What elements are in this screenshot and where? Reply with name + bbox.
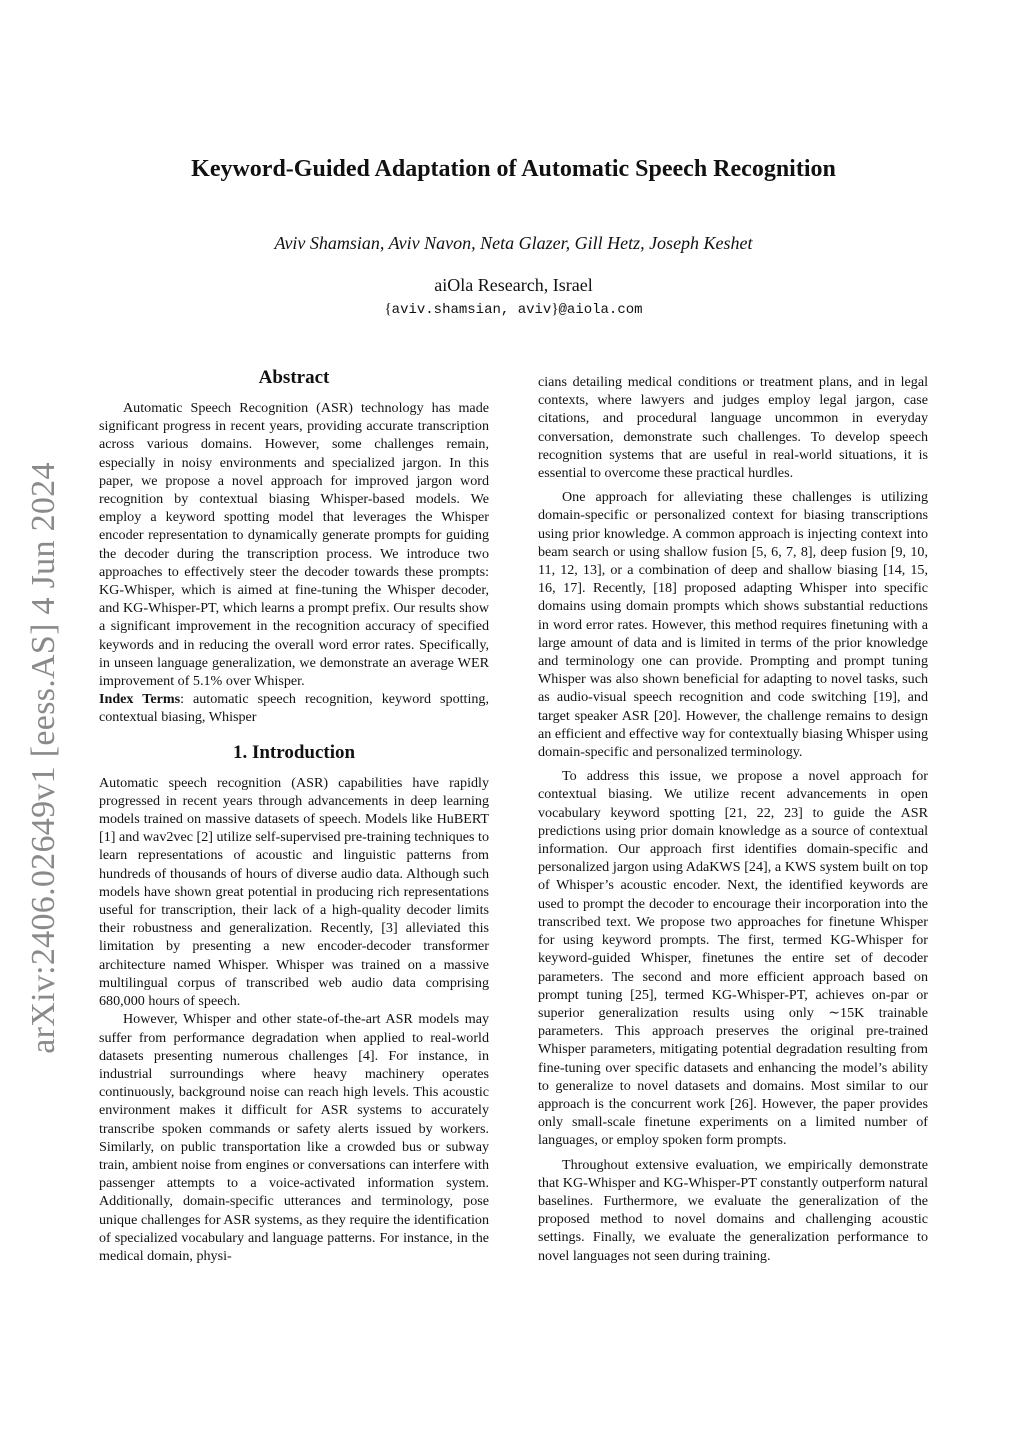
intro-paragraph-5: Throughout extensive evaluation, we empirically demonstrate that KG-Whisper and KG-Whisper-PT constantly outperform natural baselines. Furthermore, we evaluate the generalization of the proposed method to novel domains and challenging acoustic settings. Finally, we evaluate the generalization performance to novel languages not seen during training. — [538, 1156, 928, 1264]
left-column — [99, 366, 489, 1265]
intro-paragraph-4: To address this issue, we propose a novel approach for contextual biasing. We utilize recent advancements in open vocabulary keyword spotting [21, 22, 23] to guide the ASR predictions using prior domain knowledge as a source of contextual information. Our approach first identifies domain-specific and personalized jargon using AdaKWS [24], a KWS system built on top of Whisper’s acoustic encoder. Next, the identified keywords are used to prompt the decoder to encourage their incorporation into the transcribed text. We propose two approaches for finetune Whisper for using keyword prompts. The first, termed KG-Whisper for keyword-guided Whisper, finetunes the entire set of decoder parameters. The second and more efficient approach based on prompt tuning [25], termed KG-Whisper-PT, achieves on-par or superior generalization results using only ∼15K trainable parameters. This approach preserves the original pre-trained Whisper parameters, mitigating potential degradation resulting from fine-tuning over specific datasets and enhancing the model’s ability to generalize to novel datasets and domains. Most similar to our approach is the concurrent work [26]. However, the paper provides only small-scale finetune experiments on a limited number of languages, or employ spoken form prompts. — [538, 768, 928, 1149]
intro-paragraph-1: Automatic speech recognition (ASR) capabilities have rapidly progressed in recent years through advancements in deep learning models trained on massive datasets of speech. Models like HuBERT [1] and wav2vec [2] utilize self-supervised pre-training techniques to learn representations of acoustic and linguistic patterns from hundreds of thousands of hours of diverse audio data. Although such models have shown great potential in producing rich representations useful for transcription, their lack of a high-quality decoder limits their robustness and generalization. Recently, [3] alleviated this limitation by presenting a new encoder-decoder transformer architecture named Whisper. Whisper was trained on a massive multilingual corpus of transcribed web audio data comprising 680,000 hours of speech. — [99, 774, 489, 1010]
email-domain: @aiola.com — [558, 302, 643, 318]
arxiv-identifier-stamp: arXiv:2406.02649v1 [eess.AS] 4 Jun 2024 — [25, 462, 62, 1054]
email-addresses: aviv.shamsian, aviv — [391, 302, 552, 318]
intro-paragraph-2-part-2: cians detailing medical conditions or treatment plans, and in legal contexts, where lawyers and judges employ legal jargon, case citations, and procedural language uncommon in everyday conversation, demonstrate such challenges. To develop speech recognition systems that are useful in real-world situations, it is essential to overcome these practical hurdles. — [538, 374, 928, 482]
affiliation: aiOla Research, Israel — [434, 275, 593, 295]
author-list: Aviv Shamsian, Aviv Navon, Neta Glazer, Gill Hetz, Joseph Keshet — [274, 233, 753, 253]
index-terms-label: Index Terms — [99, 691, 181, 708]
paper-title: Keyword-Guided Adaptation of Automatic Speech Recognition — [191, 156, 836, 182]
email-close-brace: } — [551, 301, 559, 317]
intro-paragraph-2-part-1: However, Whisper and other state-of-the-art ASR models may suffer from performance degradation when applied to real-world datasets presenting numerous challenges [4]. For instance, in industrial surroundings where heavy machinery operates continuously, background noise can reach high levels. This acoustic environment makes it difficult for ASR systems to accurately transcribe spoken commands or safety alerts issued by workers. Similarly, on public transportation like a crowded bus or subway train, ambient noise from engines or conversations can interfere with passenger attempts to a voice-activated information system. Additionally, domain-specific utterances and terminology, pose unique challenges for ASR systems, as they require the identification of specialized vocabulary and language patterns. For instance, in the medical domain, physi- — [99, 1011, 489, 1264]
right-column — [538, 373, 928, 1265]
author-email[interactable] — [100, 301, 927, 318]
abstract-heading: Abstract — [258, 367, 330, 388]
index-terms-list: : automatic speech recognition, keyword spotting, contextual biasing, Whisper — [99, 691, 489, 726]
email-open-brace: { — [384, 301, 392, 317]
intro-paragraph-3: One approach for alleviating these challenges is utilizing domain-specific or personalized context for biasing transcriptions using prior knowledge. A common approach is injecting context into beam search or using shallow fusion [5, 6, 7, 8], deep fusion [9, 10, 11, 12, 13], or a combination of deep and shallow biasing [14, 15, 16, 17]. Recently, [18] proposed adapting Whisper into specific domains using domain prompts which shows substantial reductions in word error rates. However, this method requires finetuning with a large amount of data and is limited in terms of the prior knowledge and terminology one can provide. Prompting and prompt tuning Whisper was also shown beneficial for adapting to novel tasks, such as audio-visual speech recognition and code switching [19], and target speaker ASR [20]. However, the challenge remains to design an efficient and effective way for contextually biasing Whisper using domain-specific and personalized terminology. — [538, 489, 928, 761]
introduction-heading: 1. Introduction — [232, 741, 356, 763]
index-terms — [99, 690, 489, 726]
abstract-text: Automatic Speech Recognition (ASR) technology has made significant progress in recent years, providing accurate transcription across various domains. However, some challenges remain, especially in noisy environments and specialized jargon. In this paper, we propose a novel approach for improved jargon word recognition by contextual biasing Whisper-based models. We employ a keyword spotting model that leverages the Whisper encoder representation to dynamically generate prompts for guiding the decoder during the transcription process. We introduce two approaches to effectively steer the decoder towards these prompts: KG-Whisper, which is aimed at fine-tuning the Whisper decoder, and KG-Whisper-PT, which learns a prompt prefix. Our results show a significant improvement in the recognition accuracy of specified keywords and in reducing the overall word error rates. Specifically, in unseen language generalization, we demonstrate an average WER improvement of 5.1% over Whisper. — [99, 400, 489, 690]
